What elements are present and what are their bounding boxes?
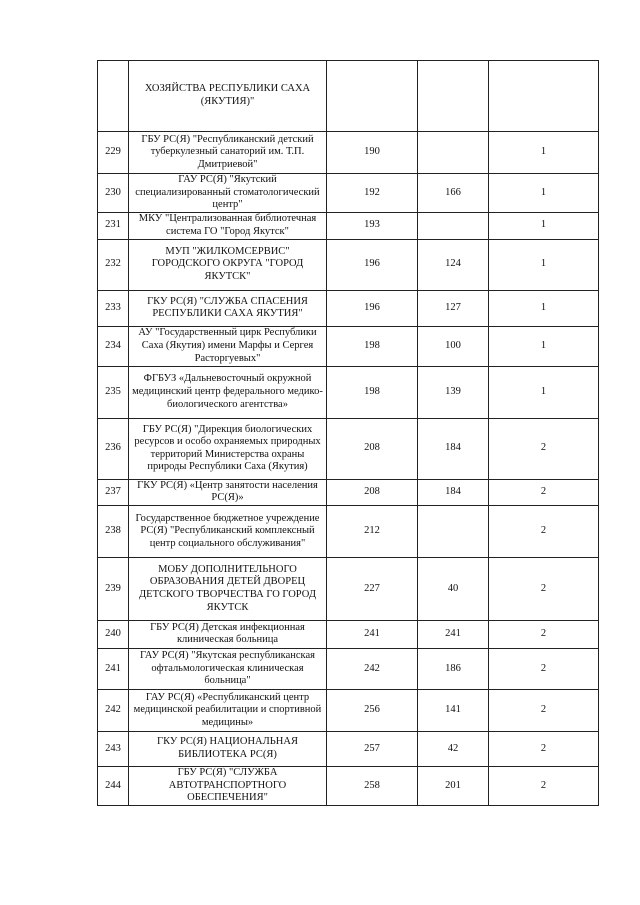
table-row (98, 418, 599, 479)
cell-name: ГБУ РС(Я) "СЛУЖБА АВТОТРАНСПОРТНОГО ОБЕСПЕЧЕНИЯ" (129, 766, 327, 805)
cell-num: 233 (98, 290, 129, 326)
cell-v2 (418, 505, 489, 557)
cell-v1: 192 (327, 174, 418, 213)
cell-num: 229 (98, 132, 129, 174)
cell-v1: 208 (327, 479, 418, 505)
cell-v3: 1 (489, 239, 599, 290)
cell-v2: 127 (418, 290, 489, 326)
cell-v3: 1 (489, 290, 599, 326)
table-body (98, 61, 599, 806)
data-table (97, 60, 599, 806)
cell-v2: 42 (418, 731, 489, 766)
cell-name: МУП "ЖИЛКОМСЕРВИС" ГОРОДСКОГО ОКРУГА "ГОРОД ЯКУТСК" (129, 239, 327, 290)
cell-v2 (418, 132, 489, 174)
cell-v3: 1 (489, 174, 599, 213)
cell-v1: 257 (327, 731, 418, 766)
table-row (98, 174, 599, 213)
table-row (98, 557, 599, 620)
table-row (98, 689, 599, 731)
cell-v2: 40 (418, 557, 489, 620)
cell-v2: 201 (418, 766, 489, 805)
cell-v1: 241 (327, 620, 418, 648)
cell-v2: 100 (418, 326, 489, 366)
cell-name: ГБУ РС(Я) "Республиканский детский туберкулезный санаторий им. Т.П. Дмитриевой" (129, 132, 327, 174)
cell-name: ХОЗЯЙСТВА РЕСПУБЛИКИ САХА (ЯКУТИЯ)" (129, 61, 327, 132)
cell-num: 235 (98, 366, 129, 418)
cell-v1: 258 (327, 766, 418, 805)
cell-name: ГБУ РС(Я) "Дирекция биологических ресурсов и особо охраняемых природных территорий Министерства охраны природы Республики Саха (Якутия) (129, 418, 327, 479)
cell-num: 240 (98, 620, 129, 648)
table-row (98, 505, 599, 557)
table-row (98, 366, 599, 418)
cell-v2: 166 (418, 174, 489, 213)
cell-v2: 186 (418, 648, 489, 689)
cell-v3: 1 (489, 366, 599, 418)
cell-num: 243 (98, 731, 129, 766)
table-row (98, 132, 599, 174)
cell-num: 237 (98, 479, 129, 505)
cell-v3: 2 (489, 766, 599, 805)
cell-v3: 2 (489, 557, 599, 620)
cell-v1: 208 (327, 418, 418, 479)
cell-v2: 124 (418, 239, 489, 290)
cell-num: 234 (98, 326, 129, 366)
cell-num: 238 (98, 505, 129, 557)
cell-v1: 196 (327, 239, 418, 290)
cell-v3: 1 (489, 326, 599, 366)
cell-v1: 196 (327, 290, 418, 326)
cell-v3: 2 (489, 620, 599, 648)
cell-v3: 2 (489, 479, 599, 505)
cell-name: АУ "Государственный цирк Республики Саха (Якутия) имени Марфы и Сергея Расторгуевых" (129, 326, 327, 366)
cell-v1: 256 (327, 689, 418, 731)
table-row (98, 479, 599, 505)
table-row (98, 290, 599, 326)
table-row (98, 239, 599, 290)
cell-v1: 198 (327, 326, 418, 366)
cell-name: Государственное бюджетное учреждение РС(Я) "Республиканский комплексный центр социального обслуживания" (129, 505, 327, 557)
cell-name: ГАУ РС(Я) "Якутская республиканская офтальмологическая клиническая больница" (129, 648, 327, 689)
cell-v3: 2 (489, 505, 599, 557)
cell-num: 244 (98, 766, 129, 805)
table-row (98, 731, 599, 766)
cell-name: ГКУ РС(Я) "СЛУЖБА СПАСЕНИЯ РЕСПУБЛИКИ САХА ЯКУТИЯ" (129, 290, 327, 326)
cell-name: МКУ "Централизованная библиотечная система ГО "Город Якутск" (129, 212, 327, 239)
cell-v1 (327, 61, 418, 132)
cell-v3 (489, 61, 599, 132)
cell-num: 230 (98, 174, 129, 213)
cell-name: ГАУ РС(Я) "Якутский специализированный стоматологический центр" (129, 174, 327, 213)
cell-num: 239 (98, 557, 129, 620)
cell-name: ГКУ РС(Я) «Центр занятости населения РС(Я)» (129, 479, 327, 505)
cell-v2: 184 (418, 479, 489, 505)
cell-v2 (418, 61, 489, 132)
cell-v2: 241 (418, 620, 489, 648)
cell-v1: 193 (327, 212, 418, 239)
cell-name: МОБУ ДОПОЛНИТЕЛЬНОГО ОБРАЗОВАНИЯ ДЕТЕЙ ДВОРЕЦ ДЕТСКОГО ТВОРЧЕСТВА ГО ГОРОД ЯКУТСК (129, 557, 327, 620)
cell-v3: 2 (489, 648, 599, 689)
cell-num (98, 61, 129, 132)
cell-num: 232 (98, 239, 129, 290)
cell-v2: 141 (418, 689, 489, 731)
cell-num: 236 (98, 418, 129, 479)
cell-num: 241 (98, 648, 129, 689)
cell-name: ФГБУЗ «Дальневосточный окружной медицинский центр федерального медико-биологического агентства» (129, 366, 327, 418)
cell-v2: 139 (418, 366, 489, 418)
table-row (98, 326, 599, 366)
cell-v3: 2 (489, 418, 599, 479)
cell-name: ГБУ РС(Я) Детская инфекционная клиническая больница (129, 620, 327, 648)
cell-v2: 184 (418, 418, 489, 479)
cell-v2 (418, 212, 489, 239)
table-row (98, 648, 599, 689)
cell-v1: 212 (327, 505, 418, 557)
table-row-continuation (98, 61, 599, 132)
cell-v3: 1 (489, 132, 599, 174)
table-row (98, 212, 599, 239)
cell-num: 231 (98, 212, 129, 239)
table-row (98, 620, 599, 648)
cell-v1: 190 (327, 132, 418, 174)
cell-v1: 227 (327, 557, 418, 620)
cell-name: ГАУ РС(Я) «Республиканский центр медицинской реабилитации и спортивной медицины» (129, 689, 327, 731)
cell-v3: 2 (489, 689, 599, 731)
cell-v3: 2 (489, 731, 599, 766)
cell-v1: 242 (327, 648, 418, 689)
table-row (98, 766, 599, 805)
cell-v1: 198 (327, 366, 418, 418)
cell-num: 242 (98, 689, 129, 731)
cell-name: ГКУ РС(Я) НАЦИОНАЛЬНАЯ БИБЛИОТЕКА РС(Я) (129, 731, 327, 766)
cell-v3: 1 (489, 212, 599, 239)
